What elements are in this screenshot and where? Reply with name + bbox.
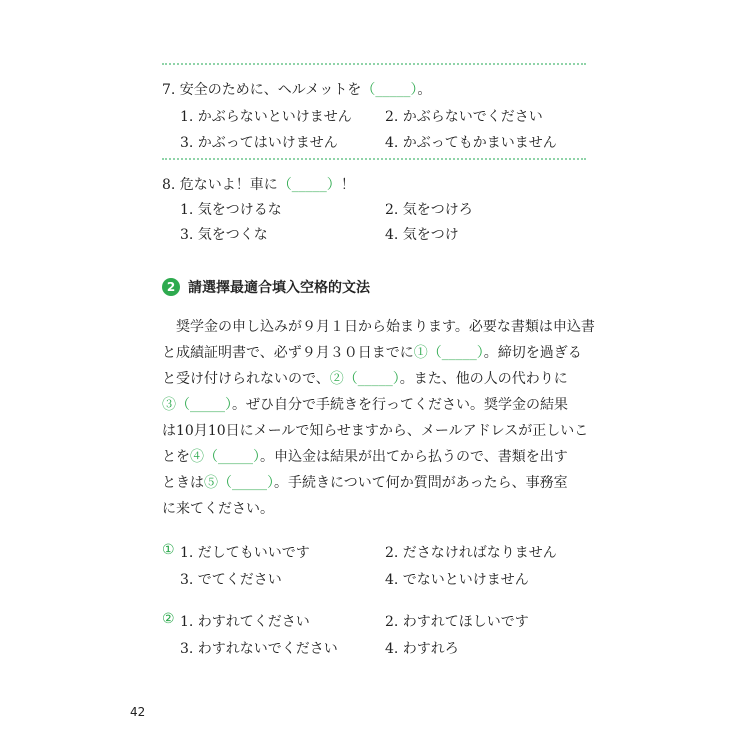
page-number: 42 [130,705,146,719]
passage-line-6 [162,446,568,466]
passage-text: ときは [162,475,204,491]
q7-option-3[interactable]: 3. かぶってはいけません [180,135,338,151]
q8-option-3[interactable]: 3. 気をつくな [180,227,268,243]
a1-option-2[interactable]: 2. ださなければなりません [385,545,557,561]
passage-line-2 [162,342,582,362]
divider-top [162,63,586,65]
section-title: 請選擇最適合填入空格的文法 [188,280,370,296]
passage-text: と成績証明書で、必ず９月３０日までに [162,345,414,361]
passage-line-5 [162,420,588,440]
blank-3[interactable]: ③（_____） [162,397,232,413]
question-7-stem: 7. 安全のために、ヘルメットを [162,82,362,98]
passage-text: 。手続きについて何か質問があったら、事務室 [274,475,568,491]
passage-text: と受け付けられないので、 [162,371,330,387]
passage-line-4 [162,394,568,414]
passage-text: 。また、他の人の代わりに [399,371,568,387]
passage-text: 。ぜひ自分で手続きを行ってください。奨学金の結果 [232,397,568,413]
passage-line-1 [176,316,595,336]
blank-5[interactable]: ⑤（_____） [204,475,274,491]
a1-option-3[interactable]: 3. でてください [180,572,282,588]
a1-option-4[interactable]: 4. でないといけません [385,572,529,588]
section-header [162,277,370,297]
question-8-stem: 8. 危ないよ！車に [162,177,278,193]
question-7 [162,79,431,99]
q8-option-2[interactable]: 2. 気をつけろ [385,202,473,218]
question-8 [162,174,355,194]
question-8-blank[interactable]: （_____） [277,177,341,193]
passage-text: は10月10日にメールで知らせますから、メールアドレスが正しいこ [162,423,589,439]
a2-option-3[interactable]: 3. わすれないでください [180,641,338,657]
passage-text: 。申込金は結果が出てから払うので、書類を出す [260,449,568,465]
q8-option-1[interactable]: 1. 気をつけるな [180,202,282,218]
section-number-badge: 2 [162,278,180,296]
answer-1-marker: ① [162,542,175,558]
passage-text: 奨学金の申し込みが９月１日から始まります。必要な書類は申込書 [176,319,595,335]
passage-text: 。締切を過ぎる [483,345,582,361]
passage-line-3 [162,368,568,388]
answer-2-marker: ② [162,611,175,627]
question-8-end: ！ [340,177,355,193]
q7-option-1[interactable]: 1. かぶらないといけません [180,109,352,125]
a2-option-4[interactable]: 4. わすれろ [385,641,459,657]
passage-line-7 [162,472,568,492]
question-7-end: 。 [417,82,432,98]
question-7-blank[interactable]: （_____） [361,82,418,98]
a2-option-1[interactable]: 1. わすれてください [180,614,310,630]
a1-option-1[interactable]: 1. だしてもいいです [180,545,310,561]
passage-line-8 [162,498,274,518]
q8-option-4[interactable]: 4. 気をつけ [385,227,459,243]
blank-4[interactable]: ④（_____） [190,449,260,465]
passage-text: とを [162,449,190,465]
blank-1[interactable]: ①（_____） [413,345,484,361]
blank-2[interactable]: ②（_____） [329,371,400,387]
passage-text: に来てください。 [162,501,274,517]
divider-middle [162,158,586,160]
a2-option-2[interactable]: 2. わすれてほしいです [385,614,529,630]
q7-option-4[interactable]: 4. かぶってもかまいません [385,135,557,151]
q7-option-2[interactable]: 2. かぶらないでください [385,109,543,125]
